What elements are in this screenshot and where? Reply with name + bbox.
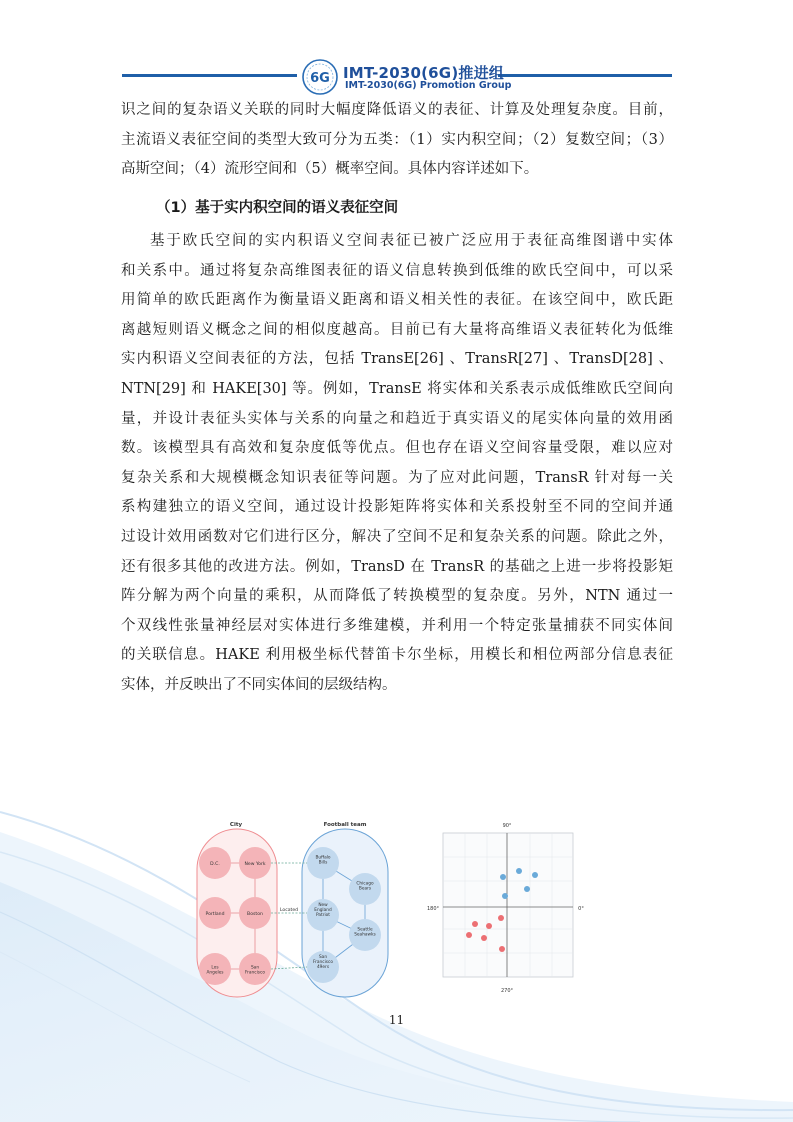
team-embedding-point — [500, 874, 506, 880]
text-line: 阵分解为两个向量的乘积，从而降低了转换模型的复杂度。另外，NTN 通过一 — [121, 588, 673, 605]
logo-text: 6G — [310, 71, 330, 86]
team-label: Chicago Bears — [356, 881, 374, 892]
text-line: 过设计效用函数对它们进行区分，解决了空间不足和复杂关系的问题。除此之外， — [121, 528, 673, 545]
text-line: 量，并设计表征头实体与关系的向量之和趋近于真实语义的尾实体向量的效用函 — [121, 410, 673, 427]
text-line: 离越短则语义概念之间的相似度越高。目前已有大量将高维语义表征转化为低维 — [121, 321, 673, 338]
team-embedding-point — [516, 868, 522, 874]
team-label: Buffalo Bills — [315, 855, 331, 866]
text-line: 识之间的复杂语义关联的同时大幅度降低语义的表征、计算及处理复杂度。目前， — [121, 102, 673, 118]
section-heading: （1）基于实内积空间的语义表征空间 — [156, 200, 399, 216]
city-embedding-point — [499, 946, 505, 952]
text-line: 还有很多其他的改进方法。例如，TransD 在 TransR 的基础之上进一步将投影矩 — [121, 558, 673, 575]
angle-label-right: 0° — [578, 906, 584, 912]
located-relation-label: Located — [279, 908, 299, 913]
team-embedding-point — [532, 872, 538, 878]
angle-label-top: 90° — [502, 823, 512, 829]
team-embedding-point — [502, 893, 508, 899]
brand-subtitle: IMT-2030(6G) Promotion Group — [345, 80, 512, 91]
plot-frame — [443, 833, 573, 977]
city-embedding-point — [481, 935, 487, 941]
angle-label-bottom: 270° — [500, 988, 514, 994]
brand-title: IMT-2030(6G)推进组 — [343, 64, 504, 82]
team-label: New England Patriot — [314, 903, 332, 918]
header-rule-left — [122, 74, 297, 77]
city-label: D.C. — [210, 862, 220, 867]
city-label: Los Angeles — [206, 965, 224, 976]
embedding-plane-panel — [427, 823, 584, 994]
city-label: New York — [244, 862, 266, 867]
text-line: 和关系中。通过将复杂高维图表征的语义信息转换到低维的欧氏空间中，可以采 — [121, 262, 673, 279]
city-embedding-point — [472, 921, 478, 927]
imt2030-logo-icon — [301, 58, 339, 96]
text-line: 高斯空间；（4）流形空间和（5）概率空间。具体内容详述如下。 — [121, 161, 539, 178]
body-paragraph — [121, 227, 673, 701]
team-label: Seattle Seahawks — [354, 927, 376, 938]
intro-paragraph — [121, 96, 673, 185]
text-line: 实内积语义空间表征的方法，包括 TransE[26] 、TransR[27] 、TransD[28] 、 — [121, 351, 673, 368]
text-line: NTN[29] 和 HAKE[30] 等。例如，TransE 将实体和关系表示成低维欧氏空间向 — [121, 380, 673, 397]
header-rule-right — [498, 74, 672, 77]
semantic-space-figure — [190, 815, 600, 1000]
city-label: Boston — [247, 912, 263, 917]
knowledge-graph-panel — [197, 822, 388, 997]
angle-label-left: 180° — [426, 906, 440, 912]
page-number: 11 — [388, 1013, 405, 1027]
team-panel-title: Football team — [323, 822, 367, 828]
text-line: 数。该模型具有高效和复杂度低等优点。但也存在语义空间容量受限，难以应对 — [121, 440, 673, 457]
city-embedding-point — [498, 915, 504, 921]
text-line: 用简单的欧氏距离作为衡量语义距离和语义相关性的表征。在该空间中，欧氏距 — [121, 292, 673, 309]
team-label: San Francisco 49ers — [312, 955, 334, 970]
text-line: 个双线性张量神经层对实体进行多维建模，并利用一个特定张量捕获不同实体间 — [121, 617, 673, 634]
city-panel-title: City — [229, 822, 243, 828]
text-line: 的关联信息。HAKE 利用极坐标代替笛卡尔坐标，用模长和相位两部分信息表征 — [121, 647, 673, 664]
city-label: San Francisco — [244, 965, 266, 976]
team-embedding-point — [524, 886, 530, 892]
text-line: 系构建独立的语义空间，通过设计投影矩阵将实体和关系投射至不同的空间并通 — [121, 499, 673, 516]
city-label: Portland — [205, 912, 225, 917]
city-embedding-point — [486, 923, 492, 929]
text-line: 主流语义表征空间的类型大致可分为五类：（1）实内积空间；（2）复数空间；（3） — [121, 131, 673, 148]
text-line: 基于欧氏空间的实内积语义空间表征已被广泛应用于表征高维图谱中实体 — [150, 233, 673, 249]
city-embedding-point — [466, 932, 472, 938]
text-line: 实体，并反映出了不同实体间的层级结构。 — [121, 676, 397, 693]
text-line: 复杂关系和大规模概念知识表征等问题。为了应对此问题，TransR 针对每一关 — [121, 469, 673, 486]
